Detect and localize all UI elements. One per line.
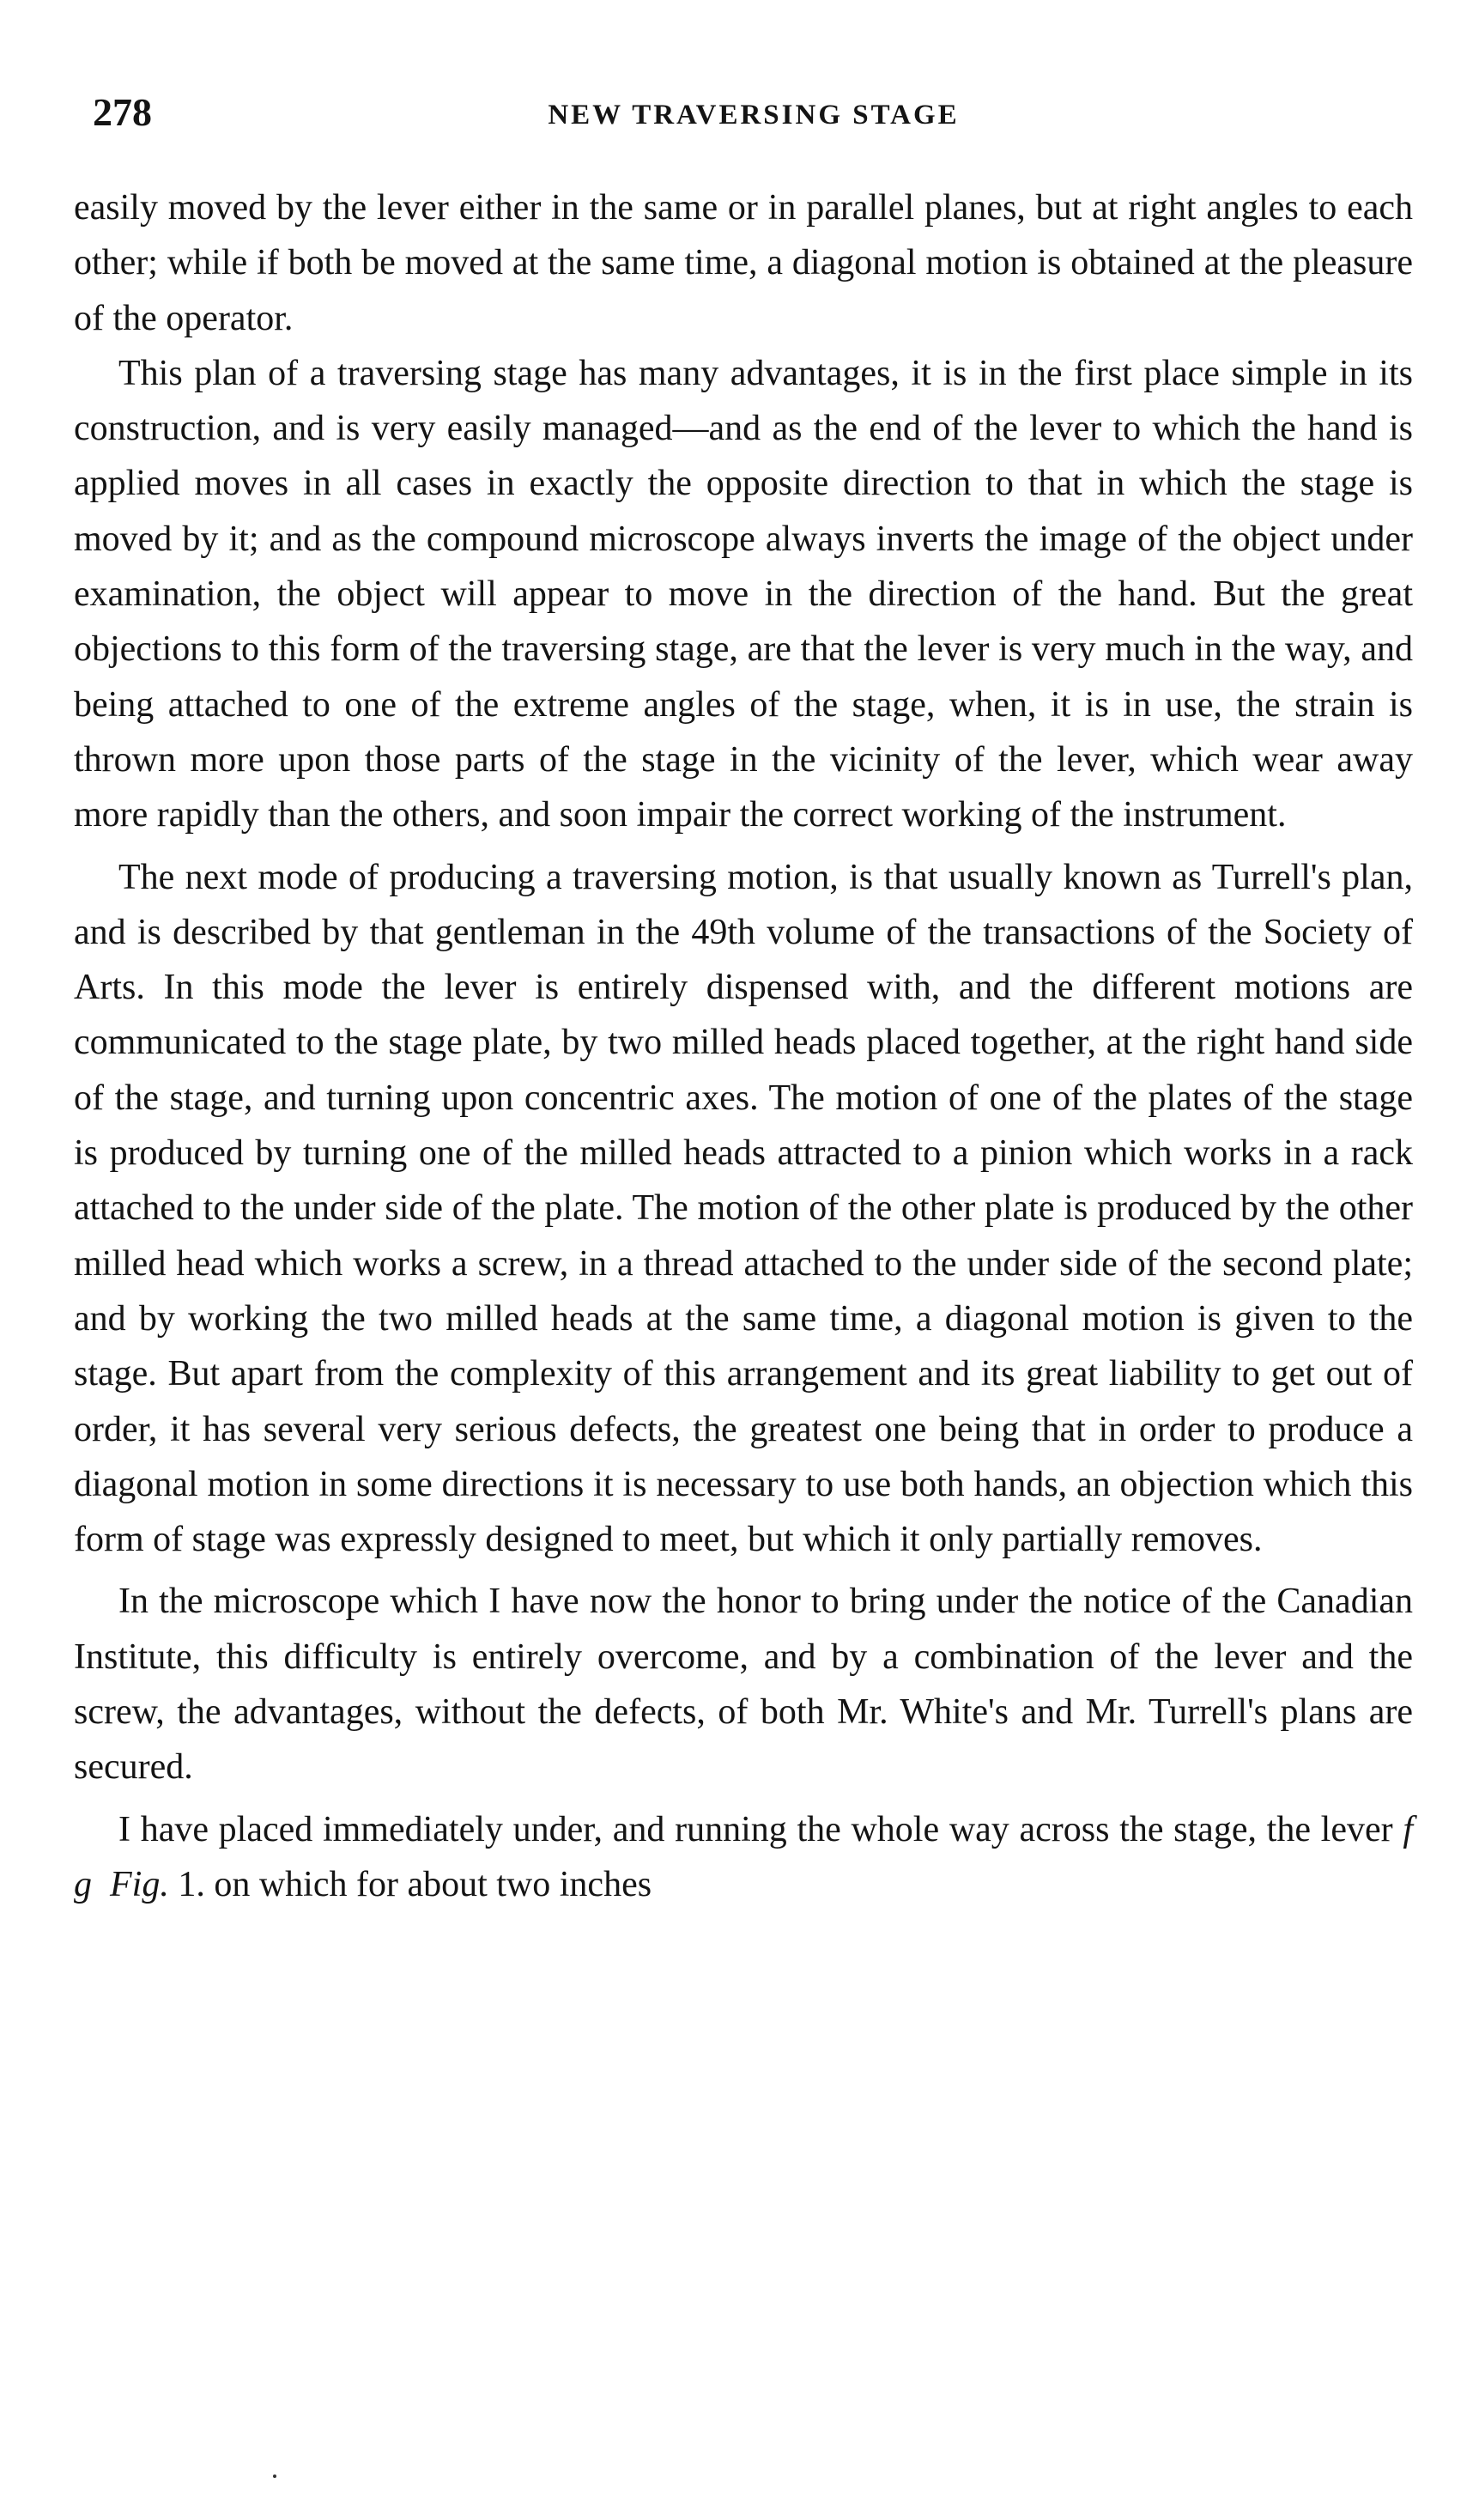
figure-reference: Fig. (110, 1864, 169, 1904)
paragraph-continuation: easily moved by the lever either in the same or in parallel planes, but at right angles to each other; while if both be moved at the same time, a diagonal motion is obtained at the pleasure of the operator. (74, 188, 1413, 338)
paragraph-turrells-plan: The next mode of producing a traversing motion, is that usually known as Turrell's plan, and is described by that gentleman in the 49th volume of the transactions of the Society of Arts. In this mode the lever is entirely dispensed with, and the different motions are communicated to the stage plate, by two milled heads placed together, at the right hand side of the stage, and turning upon concentric axes. The motion of one of the plates of the stage is produced by turning one of the milled heads attracted to a pinion which works in a rack attached to the under side of the plate. The motion of the other plate is produced by the other milled head which works a screw, in a thread attached to the under side of the second plate; and by working the two milled heads at the same time, a diagonal motion is given to the stage. But apart from the complexity of this arrangement and its great liability to get out of order, it has several very serious defects, the greatest one being that in order to produce a diagonal motion in some directions it is necessary to use both hands, an objection which this form of stage was expressly designed to meet, but which it only partially removes. (74, 857, 1413, 1560)
page-header (93, 82, 1415, 143)
paragraph-canadian-institute: In the microscope which I have now the honor to bring under the notice of the Canadian Institute, this difficulty is entirely overcome, and by a combination of the lever and the screw, the advantages, without the defects, of both Mr. White's and Mr. Turrell's plans are secured. (74, 1582, 1413, 1788)
lever-letters: f g (74, 1809, 1413, 1904)
body-text (74, 180, 1413, 1912)
running-head: NEW TRAVERSING STAGE (548, 100, 960, 131)
lever-text-end: 1. on which for about two inches (168, 1864, 652, 1904)
print-speck (273, 2474, 276, 2478)
page-number: 278 (93, 90, 152, 134)
paragraph-lever-placement (74, 1802, 1413, 1913)
paragraph-advantages: This plan of a traversing stage has many advantages, it is in the first place simple in its construction, and is very easily managed—and as the end of the lever to which the hand is applied moves in all cases in exactly the opposite direction to that in which the stage is moved by it; and as the compound microscope always inverts the image of the object under examination, the object will appear to move in the direction of the hand. But the great objections to this form of the traversing stage, are that the lever is very much in the way, and being attached to one of the extreme angles of the stage, when, it is in use, the strain is thrown more upon those parts of the stage in the vicinity of the lever, which wear away more rapidly than the others, and soon impair the correct working of the instrument. (74, 353, 1413, 835)
lever-text-start: I have placed immediately under, and running the whole way across the stage, the lever (118, 1809, 1403, 1849)
